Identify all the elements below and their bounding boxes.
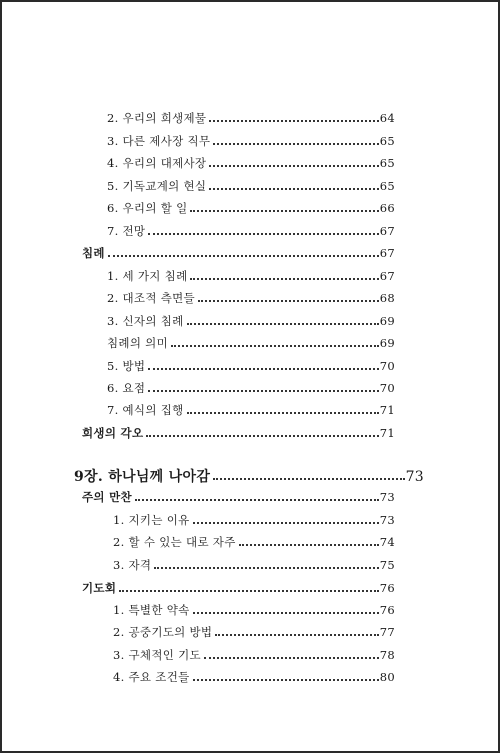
dot-leader xyxy=(108,254,379,257)
dot-leader xyxy=(148,232,378,235)
toc-entry-label: 3. 자격 xyxy=(113,558,152,572)
toc-entry-page: 77 xyxy=(379,625,395,639)
dot-leader xyxy=(190,277,378,280)
toc-chapter xyxy=(74,466,424,486)
dot-leader xyxy=(209,164,378,167)
toc-entry xyxy=(113,602,395,618)
toc-section xyxy=(82,425,395,441)
toc-entry-page: 75 xyxy=(379,558,395,572)
toc-entry-label: 7. 전망 xyxy=(107,224,146,238)
toc-entry-page: 64 xyxy=(379,111,395,125)
toc-entry-page: 66 xyxy=(379,201,395,215)
toc-entry-label: 1. 세 가지 침례 xyxy=(107,269,188,283)
dot-leader xyxy=(204,656,379,659)
dot-leader xyxy=(198,299,379,302)
toc-entry xyxy=(107,402,395,418)
dot-leader xyxy=(239,543,379,546)
toc-entry-page: 76 xyxy=(379,603,395,617)
toc-section xyxy=(82,245,395,261)
dot-leader xyxy=(193,611,379,614)
dot-leader xyxy=(193,678,379,681)
toc-entry-page: 67 xyxy=(379,224,395,238)
toc-entry xyxy=(113,557,395,573)
dot-leader xyxy=(213,477,404,480)
toc-entry xyxy=(107,110,395,126)
toc-entry-label: 3. 다른 제사장 직무 xyxy=(107,134,211,148)
toc-entry xyxy=(107,133,395,149)
toc-entry xyxy=(107,268,395,284)
toc-entry-label: 1. 특별한 약속 xyxy=(113,603,190,617)
toc-entry-label: 4. 우리의 대제사장 xyxy=(107,156,207,170)
toc-entry-label: 6. 요점 xyxy=(107,381,146,395)
dot-leader xyxy=(213,142,378,145)
toc-entry-page: 73 xyxy=(379,513,395,527)
toc-entry-page: 70 xyxy=(379,381,395,395)
toc-entry-page: 67 xyxy=(379,246,395,260)
toc-entry xyxy=(113,624,395,640)
toc-entry-label: 3. 신자의 침례 xyxy=(107,314,184,328)
dot-leader xyxy=(209,187,378,190)
toc-section-label: 희생의 각오 xyxy=(82,426,144,440)
toc-entry-page: 76 xyxy=(379,581,395,595)
toc-entry-page: 69 xyxy=(379,336,395,350)
toc-section-label: 침례 xyxy=(82,246,105,260)
toc-entry xyxy=(107,380,395,396)
toc-entry-page: 65 xyxy=(379,156,395,170)
toc-entry-page: 71 xyxy=(379,426,395,440)
dot-leader xyxy=(171,344,379,347)
dot-leader xyxy=(215,633,378,636)
toc-entry xyxy=(107,178,395,194)
toc-entry xyxy=(113,512,395,528)
toc-entry xyxy=(107,155,395,171)
dot-leader xyxy=(209,119,378,122)
toc-entry xyxy=(107,290,395,306)
toc-entry-page: 69 xyxy=(379,314,395,328)
toc-entry-label: 2. 우리의 희생제물 xyxy=(107,111,207,125)
dot-leader xyxy=(148,389,378,392)
toc-entry-label: 6. 우리의 할 일 xyxy=(107,201,188,215)
toc-entry-page: 73 xyxy=(379,490,395,504)
dot-leader xyxy=(190,209,378,212)
toc-entry-page: 65 xyxy=(379,179,395,193)
dot-leader xyxy=(187,411,379,414)
toc-entry-label: 1. 지키는 이유 xyxy=(113,513,190,527)
toc-entry xyxy=(107,223,395,239)
dot-leader xyxy=(193,521,379,524)
toc-entry-page: 78 xyxy=(379,648,395,662)
toc-entry-label: 5. 기독교계의 현실 xyxy=(107,179,207,193)
toc-entry-label: 5. 방법 xyxy=(107,359,146,373)
toc-entry-page: 70 xyxy=(379,359,395,373)
toc-entry-page: 74 xyxy=(379,535,395,549)
toc-entry xyxy=(113,534,395,550)
toc-entry xyxy=(107,335,395,351)
toc-entry xyxy=(107,200,395,216)
toc-entry-page: 67 xyxy=(379,269,395,283)
toc-section-label: 주의 만찬 xyxy=(82,490,132,504)
toc-chapter-label: 9장. 하나님께 나아감 xyxy=(74,469,211,485)
toc-entry-page: 73 xyxy=(405,469,424,485)
toc-entry-label: 7. 예식의 집행 xyxy=(107,403,184,417)
toc-section xyxy=(82,489,395,505)
dot-leader xyxy=(146,434,378,437)
toc-entry-label: 3. 구체적인 기도 xyxy=(113,648,201,662)
dot-leader xyxy=(135,498,379,501)
toc-entry-label: 4. 주요 조건들 xyxy=(113,670,190,684)
toc-entry-page: 68 xyxy=(379,291,395,305)
toc-entry-label: 2. 대조적 측면들 xyxy=(107,291,195,305)
toc-entry-label: 2. 할 수 있는 대로 자주 xyxy=(113,535,236,549)
dot-leader xyxy=(187,322,379,325)
toc-entry-label: 침례의 의미 xyxy=(107,336,168,350)
toc-entry xyxy=(107,313,395,329)
toc-entry-page: 65 xyxy=(379,134,395,148)
dot-leader xyxy=(119,589,379,592)
toc-entry-label: 2. 공중기도의 방법 xyxy=(113,625,213,639)
toc-entry-page: 80 xyxy=(379,670,395,684)
toc-entry-page: 71 xyxy=(379,403,395,417)
toc-section xyxy=(82,580,395,596)
dot-leader xyxy=(148,367,378,370)
toc-section-label: 기도회 xyxy=(82,581,117,595)
toc-entry xyxy=(113,647,395,663)
toc-entry xyxy=(107,358,395,374)
toc-entry xyxy=(113,669,395,685)
dot-leader xyxy=(154,566,378,569)
